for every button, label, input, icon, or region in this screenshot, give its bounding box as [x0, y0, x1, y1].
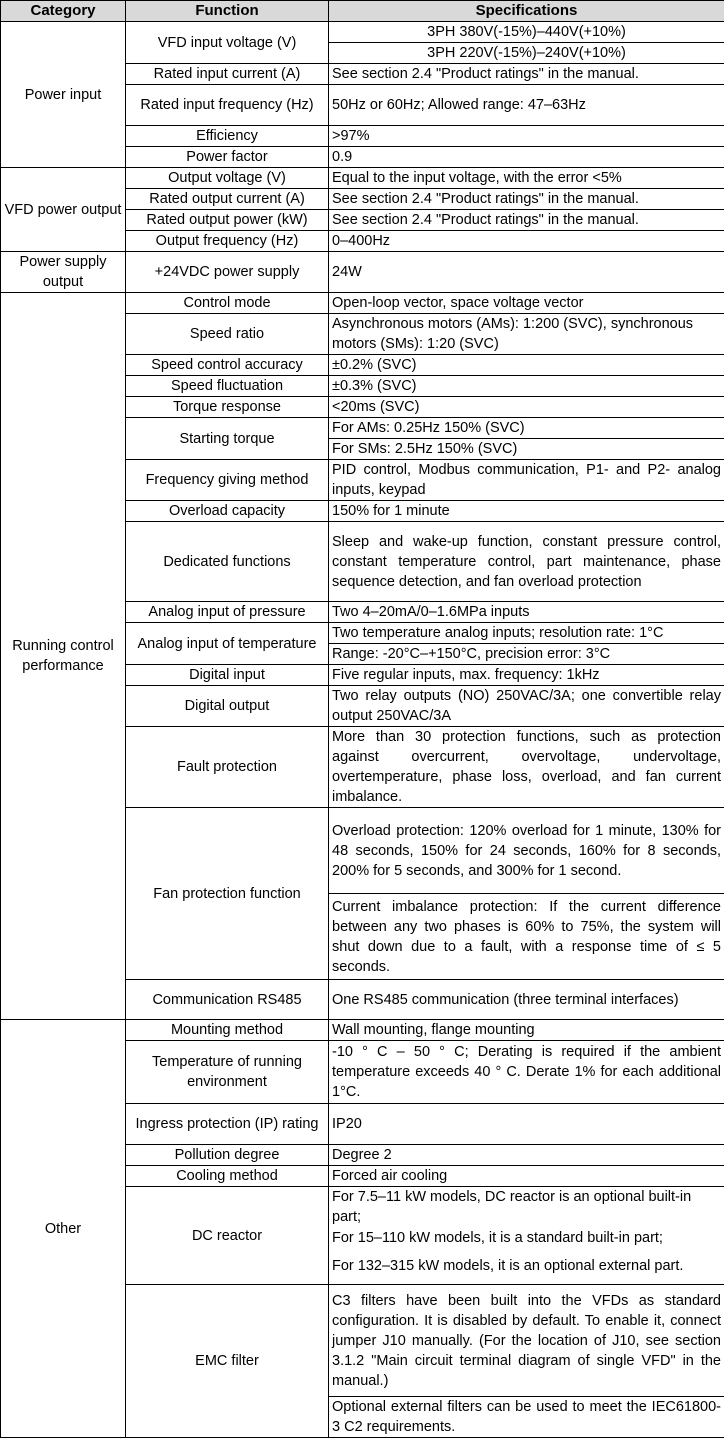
function-cell: Analog input of temperature	[126, 623, 329, 665]
spec-cell: Two relay outputs (NO) 250VAC/3A; one convertible relay output 250VAC/3A	[329, 686, 724, 727]
spec-cell: See section 2.4 "Product ratings" in the manual.	[329, 64, 724, 85]
spec-cell: 0.9	[329, 147, 724, 168]
spec-cell: Range: -20°C–+150°C, precision error: 3°C	[329, 644, 724, 665]
header-specifications: Specifications	[329, 1, 724, 22]
function-cell: Pollution degree	[126, 1145, 329, 1166]
spec-cell: For 132–315 kW models, it is an optional external part.	[329, 1249, 724, 1285]
function-cell: Rated input frequency (Hz)	[126, 85, 329, 126]
spec-cell: 24W	[329, 252, 724, 293]
spec-cell: 50Hz or 60Hz; Allowed range: 47–63Hz	[329, 85, 724, 126]
spec-cell: ±0.3% (SVC)	[329, 376, 724, 397]
spec-cell: See section 2.4 "Product ratings" in the manual.	[329, 210, 724, 231]
spec-cell: Two temperature analog inputs; resolution rate: 1°C	[329, 623, 724, 644]
function-cell: Mounting method	[126, 1020, 329, 1041]
function-cell: Speed control accuracy	[126, 355, 329, 376]
spec-cell: Open-loop vector, space voltage vector	[329, 293, 724, 314]
function-cell: Rated output current (A)	[126, 189, 329, 210]
spec-cell: One RS485 communication (three terminal interfaces)	[329, 980, 724, 1020]
function-cell: Temperature of running environment	[126, 1041, 329, 1104]
table-row	[1, 293, 724, 314]
spec-cell: For 7.5–11 kW models, DC reactor is an optional built-in part;	[329, 1187, 724, 1228]
function-cell: Starting torque	[126, 418, 329, 460]
spec-cell: 3PH 220V(-15%)–240V(+10%)	[329, 43, 724, 64]
header-function: Function	[126, 1, 329, 22]
spec-cell: Overload protection: 120% overload for 1 minute, 130% for 48 seconds, 150% for 24 seconds, 160% for 8 seconds, 200% for 5 seconds, and 300% for 1 second.	[329, 808, 724, 894]
spec-cell: 3PH 380V(-15%)–440V(+10%)	[329, 22, 724, 43]
spec-cell: -10 ° C – 50 ° C; Derating is required if the ambient temperature exceeds 40 ° C. Derate 1% for each additional 1°C.	[329, 1041, 724, 1104]
spec-cell: <20ms (SVC)	[329, 397, 724, 418]
function-cell: VFD input voltage (V)	[126, 22, 329, 64]
category-power-input: Power input	[1, 22, 126, 168]
spec-cell: IP20	[329, 1104, 724, 1145]
function-cell: DC reactor	[126, 1187, 329, 1285]
spec-cell: C3 filters have been built into the VFDs as standard configuration. It is disabled by default. To enable it, connect jumper J10 manually. (For the location of J10, see section 3.1.2 "Main circuit terminal diagram of single VFD" in the manual.)	[329, 1285, 724, 1397]
function-cell: Cooling method	[126, 1166, 329, 1187]
spec-cell: See section 2.4 "Product ratings" in the manual.	[329, 189, 724, 210]
spec-cell: 150% for 1 minute	[329, 501, 724, 522]
table-row	[1, 22, 724, 43]
spec-cell: Optional external filters can be used to meet the IEC61800-3 C2 requirements.	[329, 1397, 724, 1438]
function-cell: Digital input	[126, 665, 329, 686]
function-cell: Efficiency	[126, 126, 329, 147]
category-running-control: Running control performance	[1, 293, 126, 1020]
function-cell: Frequency giving method	[126, 460, 329, 501]
function-cell: Rated output power (kW)	[126, 210, 329, 231]
function-cell: Rated input current (A)	[126, 64, 329, 85]
spec-cell: Asynchronous motors (AMs): 1:200 (SVC), synchronous motors (SMs): 1:20 (SVC)	[329, 314, 724, 355]
function-cell: Communication RS485	[126, 980, 329, 1020]
spec-cell: More than 30 protection functions, such as protection against overcurrent, overvoltage, undervoltage, overtemperature, phase loss, overload, and fan current imbalance.	[329, 727, 724, 808]
spec-cell: Sleep and wake-up function, constant pressure control, constant temperature control, part maintenance, phase sequence detection, and fan overload protection	[329, 522, 724, 602]
header-row	[1, 1, 724, 22]
spec-cell: For SMs: 2.5Hz 150% (SVC)	[329, 439, 724, 460]
function-cell: Digital output	[126, 686, 329, 727]
function-cell: Overload capacity	[126, 501, 329, 522]
spec-cell: Wall mounting, flange mounting	[329, 1020, 724, 1041]
table-row	[1, 1020, 724, 1041]
spec-cell: >97%	[329, 126, 724, 147]
function-cell: Fan protection function	[126, 808, 329, 980]
spec-cell: Forced air cooling	[329, 1166, 724, 1187]
function-cell: Torque response	[126, 397, 329, 418]
spec-cell: For AMs: 0.25Hz 150% (SVC)	[329, 418, 724, 439]
category-other: Other	[1, 1020, 126, 1438]
function-cell: Output frequency (Hz)	[126, 231, 329, 252]
spec-cell: PID control, Modbus communication, P1- and P2- analog inputs, keypad	[329, 460, 724, 501]
spec-cell: 0–400Hz	[329, 231, 724, 252]
function-cell: Analog input of pressure	[126, 602, 329, 623]
header-category: Category	[1, 1, 126, 22]
function-cell: Speed ratio	[126, 314, 329, 355]
spec-cell: Five regular inputs, max. frequency: 1kHz	[329, 665, 724, 686]
category-power-supply-output: Power supply output	[1, 252, 126, 293]
spec-cell: Two 4–20mA/0–1.6MPa inputs	[329, 602, 724, 623]
function-cell: Output voltage (V)	[126, 168, 329, 189]
category-vfd-power-output: VFD power output	[1, 168, 126, 252]
function-cell: Speed fluctuation	[126, 376, 329, 397]
function-cell: Dedicated functions	[126, 522, 329, 602]
spec-cell: ±0.2% (SVC)	[329, 355, 724, 376]
spec-cell: Equal to the input voltage, with the error <5%	[329, 168, 724, 189]
table-row	[1, 252, 724, 293]
function-cell: EMC filter	[126, 1285, 329, 1438]
table-row	[1, 168, 724, 189]
function-cell: Fault protection	[126, 727, 329, 808]
spec-cell: Degree 2	[329, 1145, 724, 1166]
spec-cell: For 15–110 kW models, it is a standard built-in part;	[329, 1228, 724, 1249]
spec-cell: Current imbalance protection: If the current difference between any two phases is 60% to 75%, the system will shut down due to a fault, with a response time of ≤ 5 seconds.	[329, 894, 724, 980]
function-cell: Ingress protection (IP) rating	[126, 1104, 329, 1145]
function-cell: Control mode	[126, 293, 329, 314]
function-cell: +24VDC power supply	[126, 252, 329, 293]
function-cell: Power factor	[126, 147, 329, 168]
